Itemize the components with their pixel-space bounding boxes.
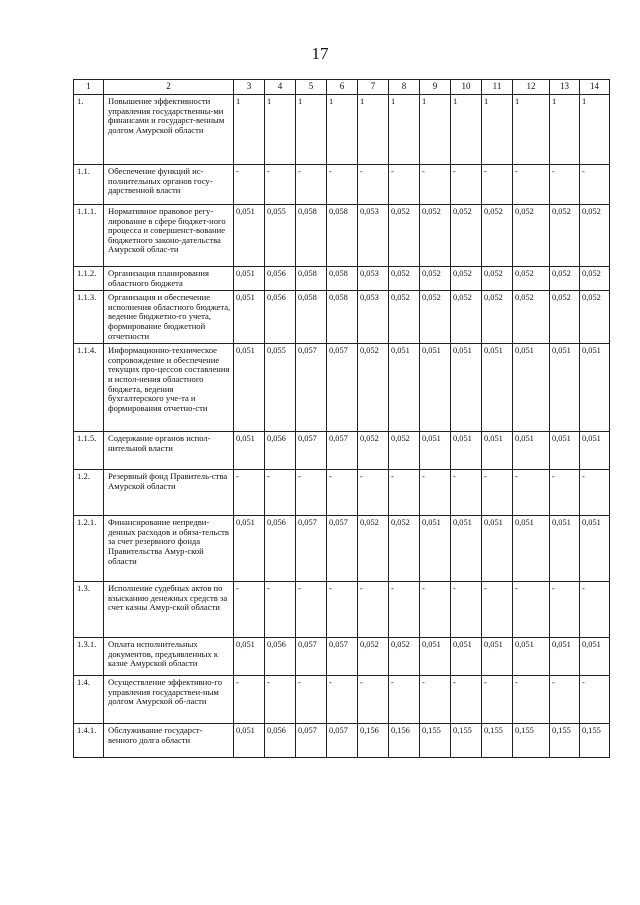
row-value: - [234,165,265,205]
row-value: 0,051 [451,516,482,582]
row-number: 1.1.2. [74,267,104,291]
table-row [74,95,610,165]
row-value: 0,155 [420,724,451,758]
row-value: 0,051 [550,638,580,676]
row-value: 0,053 [358,267,389,291]
row-value: 0,052 [420,205,451,267]
row-value: - [550,165,580,205]
row-name: Нормативное правовое регу-лирование в сфере бюджет-ного процесса и совершенст-вование бюджетного законо-дательства Амурской облас-ти [104,205,234,267]
column-header: 8 [389,80,420,95]
table-row [74,724,610,758]
row-value: 0,056 [265,432,296,470]
row-value: - [580,582,610,638]
row-value: 0,056 [265,291,296,344]
row-value: - [296,165,327,205]
row-value: 0,052 [550,205,580,267]
row-value: - [389,676,420,724]
table-row [74,676,610,724]
row-value: 0,057 [327,638,358,676]
table-row [74,470,610,516]
row-value: - [296,470,327,516]
column-header: 14 [580,80,610,95]
row-value: 0,051 [451,432,482,470]
row-value: - [327,470,358,516]
row-value: 0,057 [296,638,327,676]
row-value: 0,056 [265,516,296,582]
row-value: 0,052 [451,267,482,291]
row-value: - [451,470,482,516]
row-value: 0,053 [358,205,389,267]
column-header: 1 [74,80,104,95]
row-value: - [482,165,513,205]
row-value: 0,051 [580,638,610,676]
row-value: - [358,165,389,205]
column-header: 3 [234,80,265,95]
row-value: - [513,165,550,205]
column-header: 12 [513,80,550,95]
page-number: 17 [311,44,329,63]
row-value: - [296,676,327,724]
row-value: 0,051 [234,267,265,291]
row-value: 0,052 [580,291,610,344]
row-value: 0,051 [420,516,451,582]
row-value: 0,052 [513,267,550,291]
row-name: Резервный фонд Правитель-ства Амурской области [104,470,234,516]
column-header: 11 [482,80,513,95]
row-value: - [327,165,358,205]
row-value: 0,057 [296,432,327,470]
row-value: 0,051 [420,638,451,676]
row-value: 0,052 [550,291,580,344]
row-value: - [580,676,610,724]
row-number: 1.3. [74,582,104,638]
row-value: 0,051 [482,432,513,470]
table-row [74,205,610,267]
row-value: 0,057 [296,516,327,582]
row-value: - [389,470,420,516]
row-value: - [420,165,451,205]
row-value: 1 [389,95,420,165]
row-value: 0,155 [482,724,513,758]
column-header: 5 [296,80,327,95]
row-value: 0,051 [234,724,265,758]
table-body [74,95,610,758]
row-value: 1 [580,95,610,165]
row-value: 0,052 [451,205,482,267]
row-value: 0,052 [420,267,451,291]
row-number: 1.2. [74,470,104,516]
table-row [74,291,610,344]
row-value: 0,155 [550,724,580,758]
row-value: 0,052 [482,267,513,291]
row-value: 0,051 [550,432,580,470]
row-value: 0,052 [389,638,420,676]
row-value: 0,051 [580,432,610,470]
row-value: 0,052 [580,205,610,267]
column-header: 10 [451,80,482,95]
row-name: Организация и обеспечение исполнения областного бюджета, ведение бюджетно-го учета, формирование бюджетной отчетности [104,291,234,344]
row-value: 0,051 [234,344,265,432]
row-value: - [234,582,265,638]
row-value: 0,051 [451,638,482,676]
row-value: 1 [296,95,327,165]
row-value: 0,058 [327,267,358,291]
row-value: - [420,470,451,516]
row-value: - [451,582,482,638]
row-value: 0,155 [451,724,482,758]
table-row [74,344,610,432]
row-value: 0,051 [234,291,265,344]
row-value: 0,057 [327,432,358,470]
row-name: Финансирование непредви-денных расходов и обяза-тельств за счет резервного фонда Правительства Амур-ской области [104,516,234,582]
row-value: 1 [358,95,389,165]
row-value: 0,058 [296,205,327,267]
row-value: 0,051 [513,432,550,470]
table-row [74,638,610,676]
row-value: 0,052 [358,344,389,432]
row-value: - [296,582,327,638]
column-header: 9 [420,80,451,95]
row-value: - [389,165,420,205]
row-value: - [482,582,513,638]
row-name: Обеспечение функций ис-полнительных органов госу-дарственной власти [104,165,234,205]
row-value: 0,051 [234,432,265,470]
row-value: - [420,676,451,724]
row-value: 1 [420,95,451,165]
row-number: 1.1.1. [74,205,104,267]
row-name: Повышение эффективности управления государственны-ми финансами и государст-венным долгом Амурской области [104,95,234,165]
row-value: - [265,470,296,516]
column-header: 2 [104,80,234,95]
row-value: 0,058 [327,291,358,344]
row-value: - [451,676,482,724]
column-header: 6 [327,80,358,95]
row-value: 1 [265,95,296,165]
row-value: 0,058 [296,291,327,344]
row-value: 0,052 [482,291,513,344]
row-name: Оплата исполнительных документов, предъявленных к казне Амурской области [104,638,234,676]
row-value: 0,057 [296,724,327,758]
row-value: 0,156 [389,724,420,758]
row-value: - [513,676,550,724]
row-number: 1.4. [74,676,104,724]
row-value: 0,052 [389,205,420,267]
row-number: 1. [74,95,104,165]
row-value: 0,155 [513,724,550,758]
row-value: - [327,676,358,724]
row-value: 0,052 [451,291,482,344]
row-value: 0,055 [265,205,296,267]
row-value: 0,057 [327,724,358,758]
row-value: - [482,676,513,724]
row-value: 0,052 [358,516,389,582]
row-value: 0,052 [482,205,513,267]
row-value: 0,052 [550,267,580,291]
row-value: 0,051 [482,344,513,432]
row-value: - [358,470,389,516]
row-value: - [451,165,482,205]
row-value: 0,052 [358,432,389,470]
row-value: - [482,470,513,516]
row-value: 0,057 [327,516,358,582]
row-value: 0,052 [420,291,451,344]
row-value: 0,058 [296,267,327,291]
row-number: 1.1. [74,165,104,205]
row-value: 0,051 [513,344,550,432]
column-header: 7 [358,80,389,95]
table-row [74,432,610,470]
row-value: 0,051 [550,516,580,582]
row-value: 0,057 [327,344,358,432]
row-value: - [265,676,296,724]
row-value: 0,156 [358,724,389,758]
row-value: 0,051 [234,516,265,582]
row-value: 0,053 [358,291,389,344]
table-header-row [74,80,610,95]
row-number: 1.1.5. [74,432,104,470]
column-header: 4 [265,80,296,95]
row-value: 0,155 [580,724,610,758]
row-value: - [234,470,265,516]
row-value: 0,052 [358,638,389,676]
row-value: 0,056 [265,267,296,291]
row-value: 0,051 [580,516,610,582]
row-value: 0,051 [580,344,610,432]
row-value: 0,052 [513,205,550,267]
row-name: Осуществление эффективно-го управления государствен-ным долгом Амурской об-ласти [104,676,234,724]
row-value: 1 [513,95,550,165]
row-value: 1 [327,95,358,165]
row-value: 1 [451,95,482,165]
row-value: 1 [550,95,580,165]
indicator-table [73,79,610,758]
table-row [74,267,610,291]
table-row [74,516,610,582]
row-value: - [513,582,550,638]
row-value: - [550,676,580,724]
row-value: - [550,470,580,516]
table-row [74,165,610,205]
row-value: 0,052 [580,267,610,291]
table-row [74,582,610,638]
row-value: - [265,165,296,205]
row-value: - [550,582,580,638]
row-value: - [389,582,420,638]
row-value: 0,051 [513,516,550,582]
row-name: Организация планирования областного бюджета [104,267,234,291]
row-number: 1.3.1. [74,638,104,676]
row-value: 0,058 [327,205,358,267]
row-value: 0,056 [265,638,296,676]
row-value: - [420,582,451,638]
row-value: - [234,676,265,724]
row-value: 0,052 [389,516,420,582]
row-name: Содержание органов испол-нительной власти [104,432,234,470]
row-value: 0,051 [550,344,580,432]
row-value: - [358,582,389,638]
row-value: 0,052 [513,291,550,344]
row-value: 0,051 [513,638,550,676]
row-value: - [580,165,610,205]
row-number: 1.4.1. [74,724,104,758]
row-value: 0,055 [265,344,296,432]
column-header: 13 [550,80,580,95]
row-number: 1.1.4. [74,344,104,432]
row-value: - [513,470,550,516]
row-value: 0,056 [265,724,296,758]
row-value: 0,051 [482,516,513,582]
row-value: - [327,582,358,638]
row-number: 1.2.1. [74,516,104,582]
row-value: 1 [234,95,265,165]
row-value: 0,051 [389,344,420,432]
row-value: 0,057 [296,344,327,432]
row-value: - [580,470,610,516]
row-number: 1.1.3. [74,291,104,344]
row-value: - [358,676,389,724]
row-value: 0,052 [389,267,420,291]
row-value: 0,052 [389,432,420,470]
row-value: 1 [482,95,513,165]
row-value: 0,051 [451,344,482,432]
row-value: 0,052 [389,291,420,344]
row-value: - [265,582,296,638]
row-value: 0,051 [420,344,451,432]
row-name: Обслуживание государст-венного долга области [104,724,234,758]
row-value: 0,051 [482,638,513,676]
row-value: 0,051 [234,638,265,676]
row-value: 0,051 [420,432,451,470]
row-value: 0,051 [234,205,265,267]
row-name: Информационно-техническое сопровождение и обеспечение текущих про-цессов составления и испол-нения областного бюджета, ведения бухгалтерского уче-та и формирования отчетно-сти [104,344,234,432]
row-name: Исполнение судебных актов по взысканию денежных средств за счет казны Амур-ской области [104,582,234,638]
